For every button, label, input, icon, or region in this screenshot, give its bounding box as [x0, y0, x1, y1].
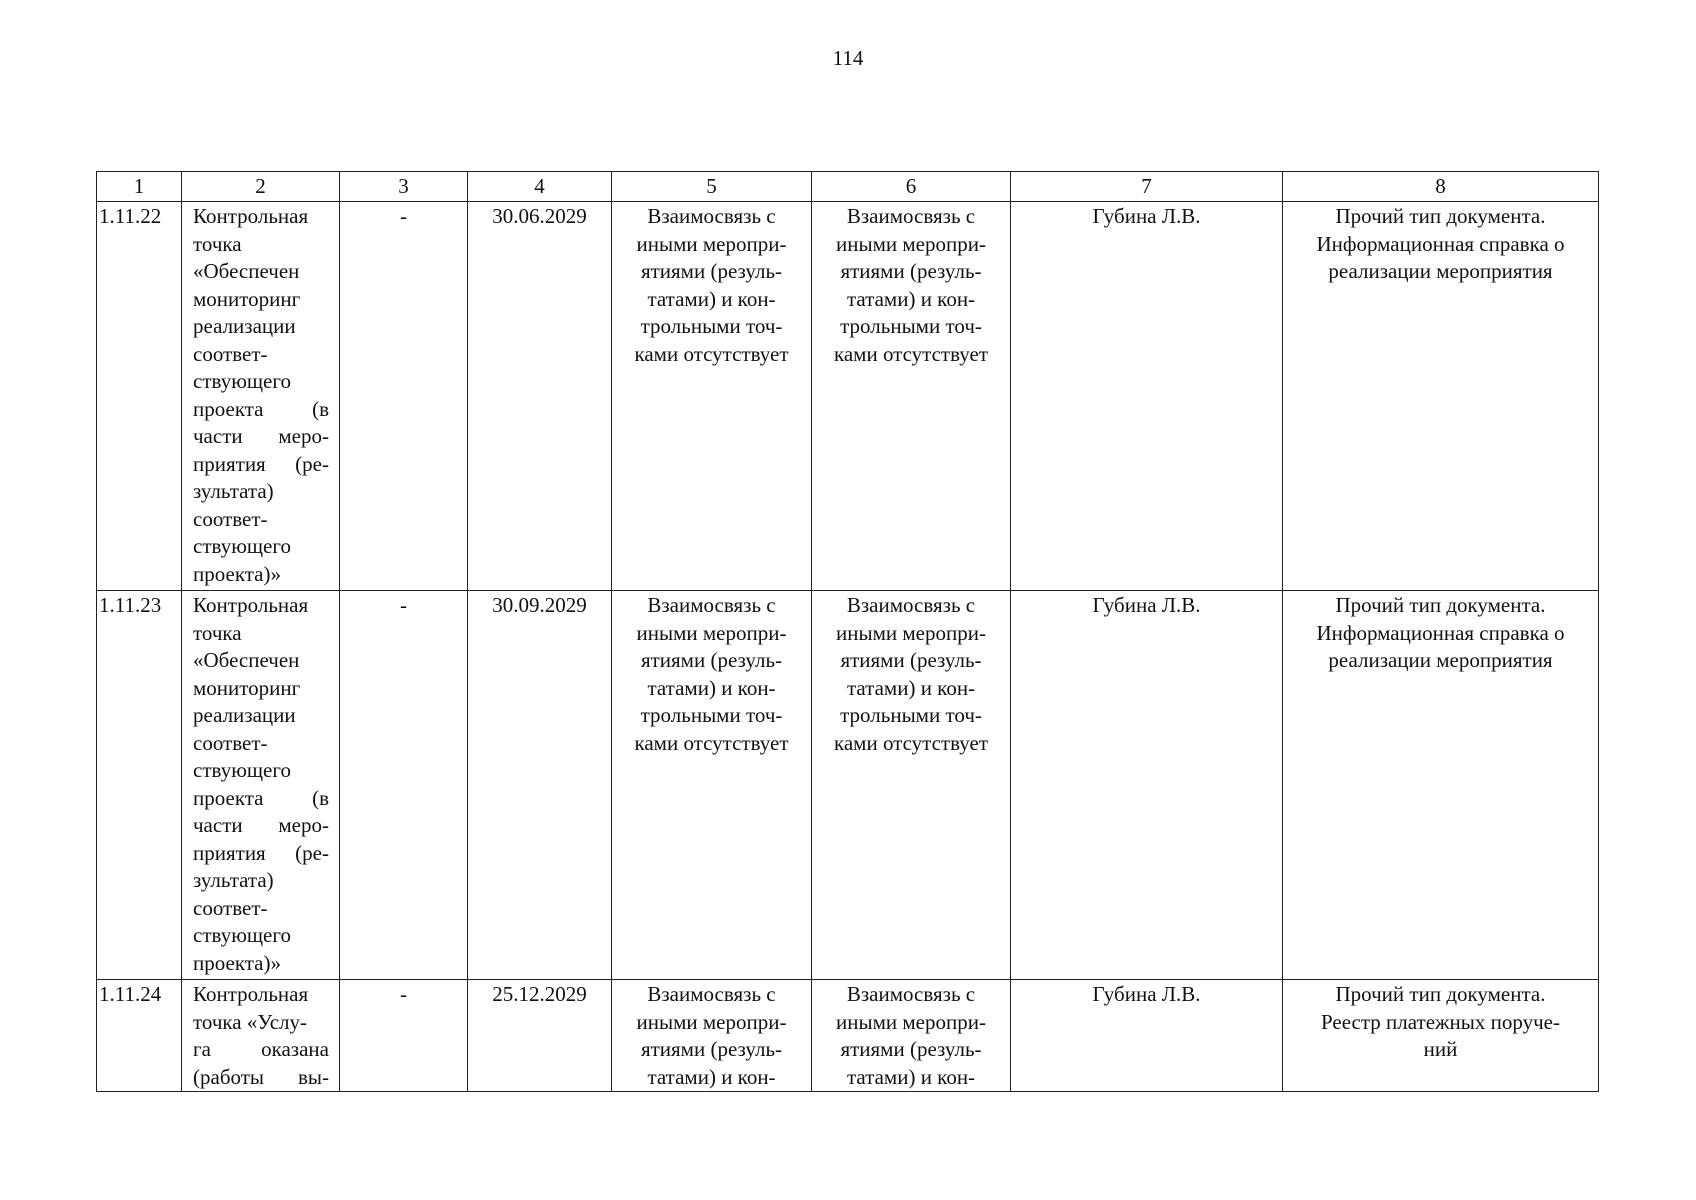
- relation-line: иными меропри-: [836, 231, 986, 256]
- row-number: 1.11.23: [97, 591, 182, 980]
- event-name-line: точка «Услу-: [193, 1009, 308, 1034]
- document-type-line: Информационная справка о: [1316, 231, 1565, 256]
- relation-line: Взаимосвязь с: [846, 204, 976, 228]
- event-name-line: ствующего: [193, 534, 291, 558]
- relation-line: татами) и кон-: [846, 675, 976, 700]
- event-name-line: Контрольная: [193, 593, 309, 617]
- event-name-line: приятия (ре-: [193, 451, 329, 476]
- relation-text: [612, 591, 812, 980]
- document-type: [1283, 980, 1599, 1092]
- relation-line: Взаимосвязь с: [647, 982, 776, 1006]
- event-name-line: ствующего: [193, 369, 291, 393]
- event-name-line: точка: [193, 620, 242, 645]
- relation-line: татами) и кон-: [647, 286, 776, 311]
- event-name-line: соответ-: [193, 341, 268, 366]
- table-row: [97, 202, 1599, 591]
- responsible-person: Губина Л.В.: [1011, 202, 1283, 591]
- document-type-line: Прочий тип документа.: [1335, 982, 1546, 1006]
- event-name-line: соответ-: [193, 895, 268, 920]
- relation-line: Взаимосвязь с: [846, 982, 976, 1006]
- schedule-table: [96, 171, 1599, 1092]
- header-cell-8: 8: [1283, 172, 1599, 202]
- event-name-line: «Обеспечен: [193, 648, 300, 672]
- event-name-line: проекта)»: [193, 561, 281, 586]
- col3-value: -: [340, 591, 468, 980]
- event-name-line: ствующего: [193, 923, 291, 947]
- document-type-line: Реестр платежных поруче-: [1320, 1009, 1560, 1034]
- relation-line: ками отсутствует: [833, 341, 989, 366]
- event-name: [182, 202, 340, 591]
- relation-line: иными меропри-: [636, 620, 787, 645]
- page-number: 114: [832, 46, 864, 70]
- relation-line: татами) и кон-: [846, 1064, 976, 1089]
- event-name-line: соответ-: [193, 506, 268, 531]
- relation-line: трольными точ-: [840, 703, 982, 727]
- relation-line: татами) и кон-: [846, 286, 976, 311]
- relation-text: [612, 202, 812, 591]
- document-type-line: ний: [1423, 1037, 1458, 1061]
- event-name-line: Контрольная: [193, 982, 309, 1006]
- event-name-line: зультата): [193, 479, 274, 503]
- event-name-line: «Обеспечен: [193, 259, 300, 283]
- header-cell-5: 5: [612, 172, 812, 202]
- event-name-line: Контрольная: [193, 204, 309, 228]
- relation-line: ятиями (резуль-: [640, 648, 783, 672]
- event-name: [182, 591, 340, 980]
- table-header: [97, 172, 1599, 202]
- relation-line: ками отсутствует: [634, 341, 789, 366]
- row-number: 1.11.22: [97, 202, 182, 591]
- relation-line: ятиями (резуль-: [840, 1037, 982, 1061]
- relation-line: иными меропри-: [836, 1009, 986, 1034]
- relation-line: трольными точ-: [640, 314, 783, 338]
- col3-value: -: [340, 202, 468, 591]
- due-date: 30.09.2029: [468, 591, 612, 980]
- event-name-line: мониторинг: [193, 286, 301, 311]
- document-type-line: реализации мероприятия: [1328, 648, 1553, 672]
- document-type: [1283, 202, 1599, 591]
- relation-line: ятиями (резуль-: [840, 648, 982, 672]
- due-date: 30.06.2029: [468, 202, 612, 591]
- relation-line: татами) и кон-: [647, 1064, 776, 1089]
- relation-text: [612, 980, 812, 1092]
- event-name-line: приятия (ре-: [193, 840, 329, 865]
- event-name-line: (работы вы-: [193, 1064, 329, 1089]
- event-name-line: реализации: [193, 703, 296, 727]
- header-cell-4: 4: [468, 172, 612, 202]
- relation-line: трольными точ-: [840, 314, 982, 338]
- relation-text: [812, 591, 1011, 980]
- relation-text: [812, 980, 1011, 1092]
- event-name-line: соответ-: [193, 730, 268, 755]
- header-cell-1: 1: [97, 172, 182, 202]
- relation-line: иными меропри-: [636, 1009, 787, 1034]
- event-name-line: проекта)»: [193, 950, 281, 975]
- relation-line: Взаимосвязь с: [647, 593, 776, 617]
- document-type: [1283, 591, 1599, 980]
- table-row: [97, 980, 1599, 1092]
- relation-line: трольными точ-: [640, 703, 783, 727]
- relation-line: ятиями (резуль-: [640, 259, 783, 283]
- event-name-line: точка: [193, 231, 242, 256]
- due-date: 25.12.2029: [468, 980, 612, 1092]
- event-name-line: части меро-: [193, 424, 329, 448]
- header-cell-7: 7: [1011, 172, 1283, 202]
- header-cell-3: 3: [340, 172, 468, 202]
- responsible-person: Губина Л.В.: [1011, 591, 1283, 980]
- relation-line: иными меропри-: [636, 231, 787, 256]
- event-name-line: ствующего: [193, 758, 291, 782]
- relation-line: Взаимосвязь с: [846, 593, 976, 617]
- event-name: [182, 980, 340, 1092]
- document-type-line: реализации мероприятия: [1328, 259, 1553, 283]
- event-name-line: га оказана: [193, 1037, 329, 1061]
- document-type-line: Информационная справка о: [1316, 620, 1565, 645]
- row-number: 1.11.24: [97, 980, 182, 1092]
- event-name-line: реализации: [193, 314, 296, 338]
- header-cell-6: 6: [812, 172, 1011, 202]
- document-type-line: Прочий тип документа.: [1335, 204, 1546, 228]
- event-name-line: части меро-: [193, 813, 329, 837]
- header-cell-2: 2: [182, 172, 340, 202]
- relation-line: татами) и кон-: [647, 675, 776, 700]
- relation-line: ками отсутствует: [833, 730, 989, 755]
- relation-line: иными меропри-: [836, 620, 986, 645]
- event-name-line: зультата): [193, 868, 274, 892]
- relation-line: ятиями (резуль-: [840, 259, 982, 283]
- event-name-line: проекта (в: [193, 785, 329, 810]
- event-name-line: проекта (в: [193, 396, 329, 421]
- event-name-line: мониторинг: [193, 675, 301, 700]
- table-row: [97, 591, 1599, 980]
- document-type-line: Прочий тип документа.: [1335, 593, 1546, 617]
- header-row: [97, 172, 1599, 202]
- relation-text: [812, 202, 1011, 591]
- relation-line: ками отсутствует: [634, 730, 789, 755]
- relation-line: Взаимосвязь с: [647, 204, 776, 228]
- responsible-person: Губина Л.В.: [1011, 980, 1283, 1092]
- relation-line: ятиями (резуль-: [640, 1037, 783, 1061]
- col3-value: -: [340, 980, 468, 1092]
